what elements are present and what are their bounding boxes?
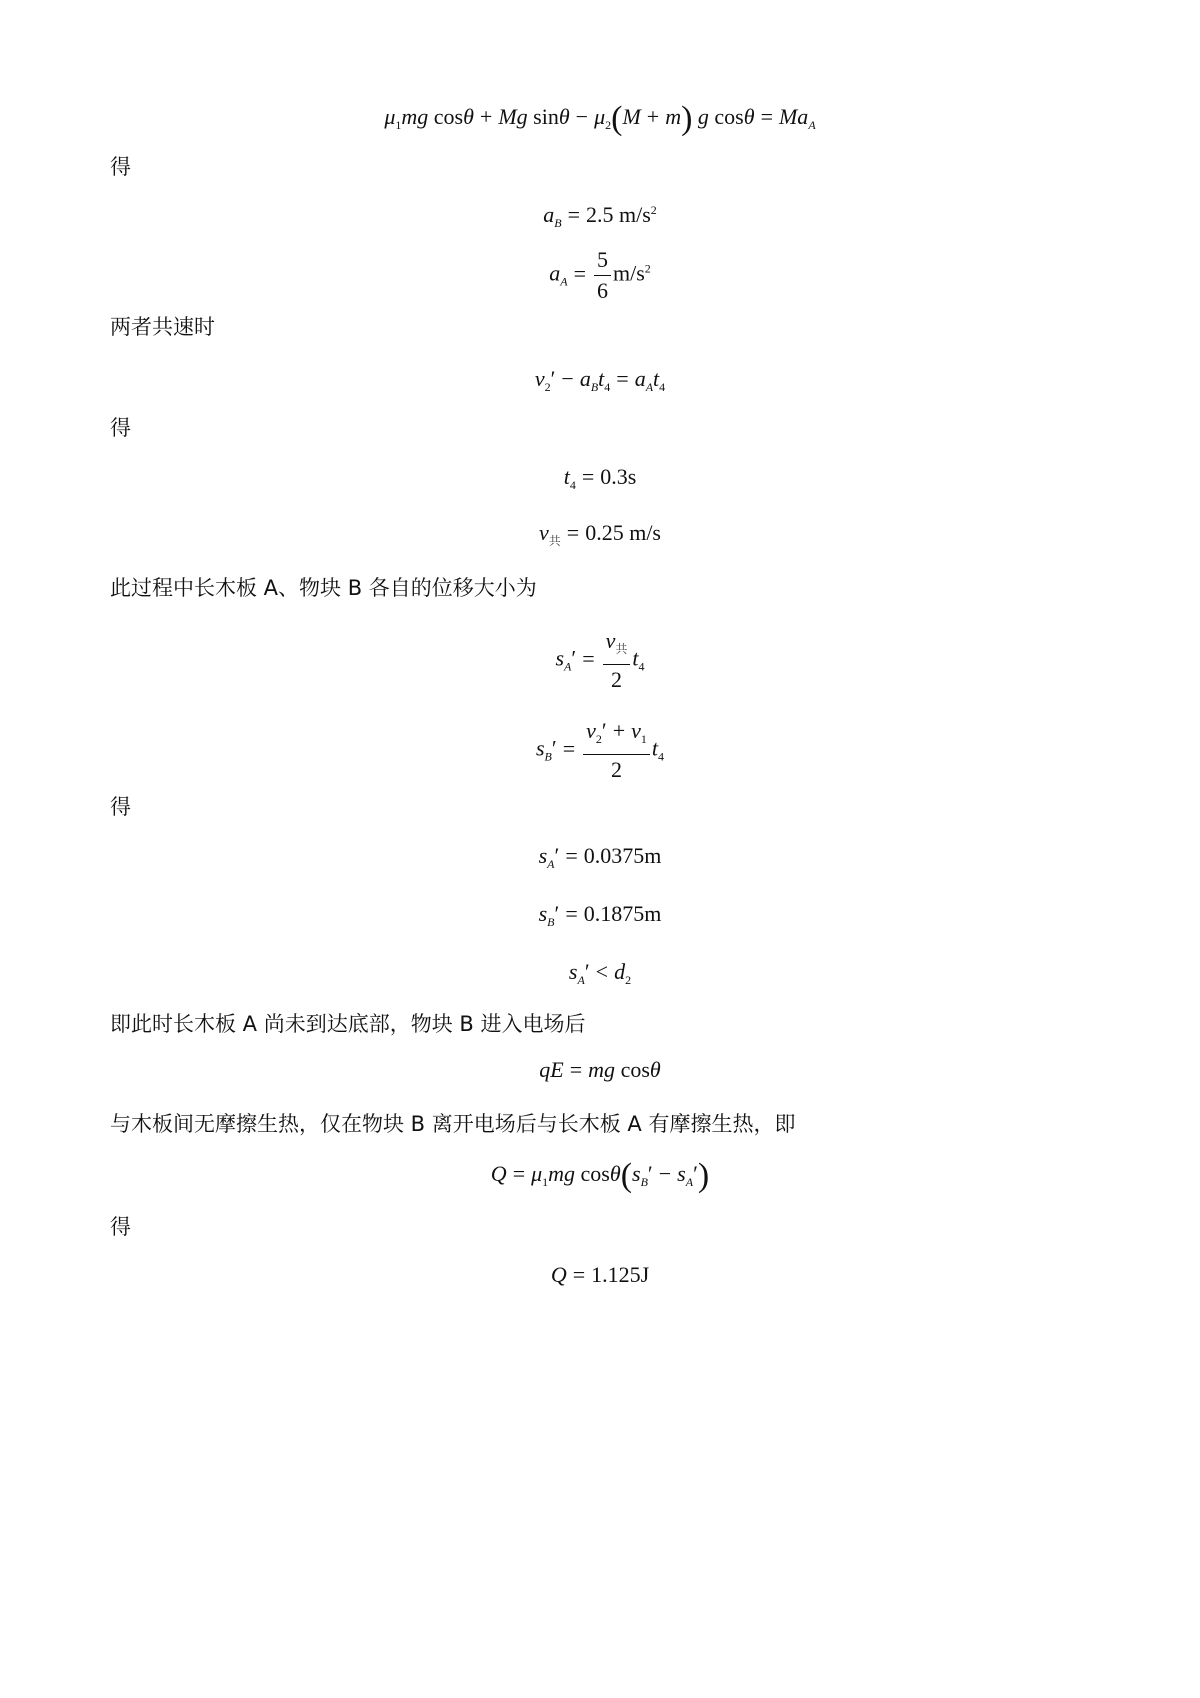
text-jicishi: 即此时长木板 A 尚未到达底部，物块 B 进入电场后 bbox=[110, 1012, 586, 1036]
text-liangzhe: 两者共速时 bbox=[110, 315, 215, 339]
value-Q: 1.125J bbox=[591, 1262, 650, 1287]
equation-sB-value: $s_B' = 0.1875m$ bbox=[538, 901, 662, 929]
equation-aB: $a_B = 2.5$ $m/s^2$ bbox=[543, 202, 657, 230]
unit-v: m/s bbox=[629, 520, 661, 545]
fraction-sB: $\frac{v_2' + v_1}{2}$ bbox=[583, 718, 650, 783]
value-sA: 0.0375m bbox=[583, 843, 662, 868]
subscript-gong-2: 共 bbox=[615, 642, 628, 656]
subscript-gong: 共 bbox=[548, 534, 561, 548]
unit-acc-b: m/s bbox=[618, 202, 651, 227]
equation-Q-expr: $Q = \mu_1mg$ $\cos\theta(s_B' - s_A')$ bbox=[490, 1157, 710, 1194]
equation-sA-less-d2: $s_A' < d_2$ bbox=[568, 959, 632, 987]
equation-t4: $t_4 = 0.3s$ bbox=[563, 464, 637, 492]
unit-acc-a: m/s bbox=[612, 260, 645, 286]
value-t4: 0.3s bbox=[600, 464, 637, 489]
equation-newton-board: $\mu_1mg$ cosθ + Mg $\sin\theta - \mu_2(M + m)$ g $\cos\theta = Ma_A$ bbox=[384, 100, 816, 137]
value-v-common: 0.25 bbox=[585, 520, 624, 545]
equation-common-speed: $v_2' - a_Bt_4 = a_At_4$ bbox=[534, 366, 666, 394]
equation-sA-expr: $s_A'$ = $\frac{v_共}{2}$ $t_4$ bbox=[555, 628, 645, 692]
fraction-sA-denominator: 2 bbox=[611, 667, 622, 692]
fraction-aA-numerator: 5 bbox=[594, 247, 611, 276]
fraction-sB-denominator: 2 bbox=[611, 757, 622, 782]
text-ciguocheng: 此过程中长木板 A、物块 B 各自的位移大小为 bbox=[110, 576, 537, 600]
text-de-2: 得 bbox=[110, 416, 131, 440]
value-aB: 2.5 bbox=[585, 202, 614, 227]
equation-v-common: $v_共 = 0.25$ m/s bbox=[539, 520, 661, 548]
fraction-sA: $\frac{v_共}{2}$ bbox=[603, 628, 631, 693]
text-de-4: 得 bbox=[110, 1215, 131, 1239]
text-de-3: 得 bbox=[110, 795, 131, 819]
equation-aA: $a_A$ = $\frac{5}{6}$ $m/s^2$ bbox=[549, 247, 651, 303]
equation-Q-value: Q = 1.125J bbox=[550, 1262, 650, 1287]
fraction-aA-denominator: 6 bbox=[596, 278, 608, 303]
equation-qE: qE = mg cosθ bbox=[539, 1057, 661, 1082]
fraction-aA bbox=[594, 247, 611, 304]
value-sB: 0.1875m bbox=[583, 901, 662, 926]
equation-sA-value: $s_A' = 0.0375m$ bbox=[538, 843, 662, 871]
text-de-1: 得 bbox=[110, 155, 131, 179]
equation-sB-expr: $s_B'$ = $\frac{v_2' + v_1}{2}$ $t_4$ bbox=[535, 718, 665, 782]
text-yumuban: 与木板间无摩擦生热，仅在物块 B 离开电场后与长木板 A 有摩擦生热，即 bbox=[110, 1112, 796, 1136]
